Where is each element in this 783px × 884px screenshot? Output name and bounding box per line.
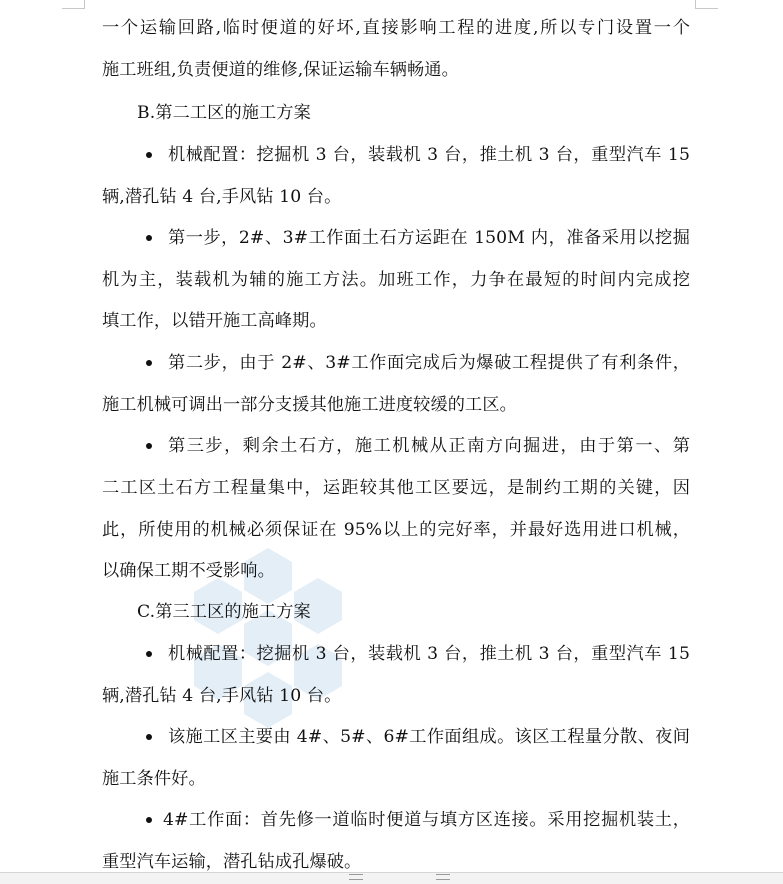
list-item-line: 以确保工期不受影响。 xyxy=(102,561,275,581)
horizontal-scrollbar[interactable] xyxy=(0,872,783,884)
list-item-line: 此，所使用的机械必须保证在 95%以上的完好率，并最好选用进口机械， xyxy=(102,520,690,540)
list-item-line: 4#工作面：首先修一道临时便道与填方区连接。采用挖掘机装土， xyxy=(163,810,690,830)
bullet-icon xyxy=(146,360,152,366)
bullet-icon xyxy=(146,817,152,823)
list-item-line: 机械配置：挖掘机 3 台，装载机 3 台，推土机 3 台，重型汽车 15 xyxy=(168,145,690,165)
list-item-line: 辆,潜孔钻 4 台,手风钻 10 台。 xyxy=(102,187,342,207)
scroll-grip-icon[interactable] xyxy=(349,874,363,880)
section-heading-b: B.第二工区的施工方案 xyxy=(137,103,311,123)
list-item-line: 辆,潜孔钻 4 台,手风钻 10 台。 xyxy=(102,686,342,706)
list-item-line: 施工条件好。 xyxy=(102,769,206,789)
bullet-icon xyxy=(146,651,152,657)
page-corner-mark-right xyxy=(695,0,718,9)
list-item-line: 第三步，剩余土石方，施工机械从正南方向掘进，由于第一、第 xyxy=(168,436,690,456)
paragraph-line: 一个运输回路,临时便道的好坏,直接影响工程的进度,所以专门设置一个 xyxy=(102,18,690,38)
list-item-line: 二工区土石方工程量集中，运距较其他工区要远，是制约工期的关键，因 xyxy=(102,478,690,498)
list-item-line: 施工机械可调出一部分支援其他施工进度较缓的工区。 xyxy=(102,395,517,415)
bullet-icon xyxy=(146,734,152,740)
paragraph-line: 施工班组,负责便道的维修,保证运输车辆畅通。 xyxy=(102,60,459,80)
bullet-icon xyxy=(146,235,152,241)
list-item-line: 第二步，由于 2#、3#工作面完成后为爆破工程提供了有利条件， xyxy=(168,353,690,373)
list-item-line: 重型汽车运输，潜孔钻成孔爆破。 xyxy=(102,852,362,872)
section-heading-c: C.第三工区的施工方案 xyxy=(137,602,311,622)
list-item-line: 机械配置：挖掘机 3 台，装载机 3 台，推土机 3 台，重型汽车 15 xyxy=(168,644,690,664)
bullet-icon xyxy=(146,152,152,158)
list-item-line: 第一步，2#、3#工作面土石方运距在 150M 内，准备采用以挖掘 xyxy=(168,228,690,248)
scroll-grip-icon[interactable] xyxy=(436,874,450,880)
list-item-line: 填工作，以错开施工高峰期。 xyxy=(102,311,327,331)
page-corner-mark-left xyxy=(62,0,85,9)
list-item-line: 该施工区主要由 4#、5#、6#工作面组成。该区工程量分散、夜间 xyxy=(168,727,690,747)
list-item-line: 机为主，装载机为辅的施工方法。加班工作，力争在最短的时间内完成挖 xyxy=(102,270,690,290)
bullet-icon xyxy=(146,443,152,449)
